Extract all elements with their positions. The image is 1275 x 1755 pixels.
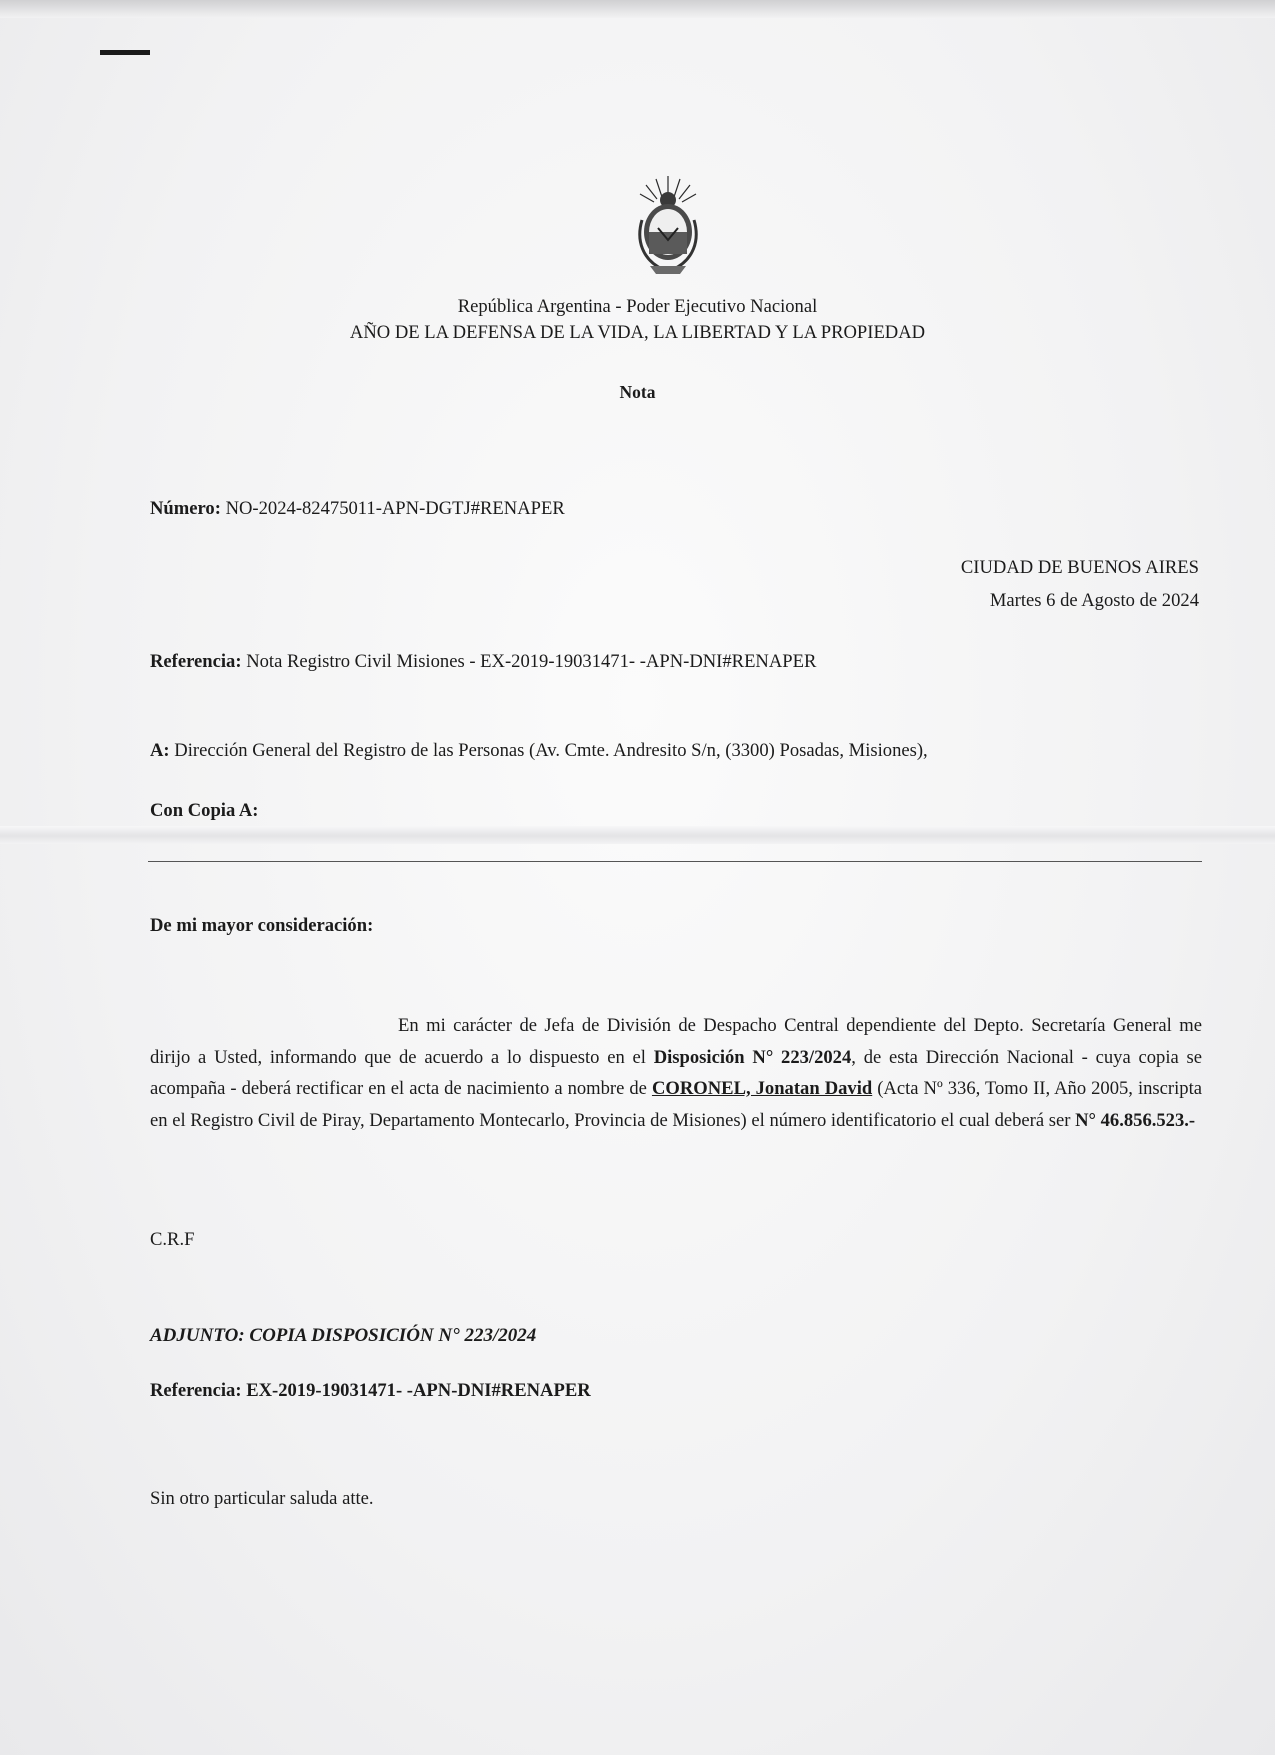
argentina-coat-of-arms-icon	[628, 170, 708, 280]
numero-value: NO-2024-82475011-APN-DGTJ#RENAPER	[225, 498, 565, 519]
doc-type: Nota	[619, 382, 656, 402]
cc-label: Con Copia A:	[150, 800, 259, 821]
divider	[148, 861, 1202, 862]
dni-number: N° 46.856.523.-	[1075, 1109, 1196, 1131]
initials: C.R.F	[150, 1229, 195, 1250]
city: CIUDAD DE BUENOS AIRES	[960, 557, 1199, 578]
institution-line: República Argentina - Poder Ejecutivo Nacional	[457, 296, 818, 317]
numero-label: Número:	[150, 498, 221, 519]
scan-edge	[0, 0, 1275, 18]
referencia-value: Nota Registro Civil Misiones - EX-2019-19031471- -APN-DNI#RENAPER	[246, 651, 817, 672]
ink-mark	[100, 50, 150, 55]
recipient-value: Dirección General del Registro de las Personas (Av. Cmte. Andresito S/n, (3300) Posadas, Misiones),	[174, 740, 928, 761]
disposicion-ref: Disposición N° 223/2024	[653, 1046, 852, 1068]
body-text-2: , de esta Dirección Nacional - cuya copia se acompaña - deberá rectificar en el acta de nacimiento a nombre de	[150, 1046, 1202, 1099]
recipient-line	[150, 740, 928, 762]
adjunto-line: ADJUNTO: COPIA DISPOSICIÓN N° 223/2024	[150, 1325, 537, 1346]
body-text-1: En mi carácter de Jefa de División de Despacho Central dependiente del Depto. Secretaría General me dirijo a Usted, informando que de acuerdo a lo dispuesto en el	[150, 1015, 1202, 1068]
referencia-label: Referencia:	[150, 651, 242, 672]
body-paragraph	[150, 1010, 1202, 1136]
page-fold	[0, 826, 1275, 844]
date: Martes 6 de Agosto de 2024	[989, 590, 1199, 611]
numero-line	[150, 498, 565, 520]
recipient-label: A:	[150, 740, 170, 761]
person-name: CORONEL, Jonatan David	[651, 1078, 873, 1099]
referencia-line	[150, 651, 816, 673]
closing: Sin otro particular saluda atte.	[150, 1488, 374, 1509]
year-motto: AÑO DE LA DEFENSA DE LA VIDA, LA LIBERTAD Y LA PROPIEDAD	[349, 322, 926, 343]
greeting: De mi mayor consideración:	[150, 915, 374, 936]
referencia-expediente: Referencia: EX-2019-19031471- -APN-DNI#RENAPER	[150, 1380, 591, 1401]
body-text-3: (Acta Nº 336, Tomo II, Año 2005, inscripta en el Registro Civil de Piray, Departamento Montecarlo, Provincia de Misiones) el número identificatorio el cual deberá ser	[150, 1078, 1202, 1131]
